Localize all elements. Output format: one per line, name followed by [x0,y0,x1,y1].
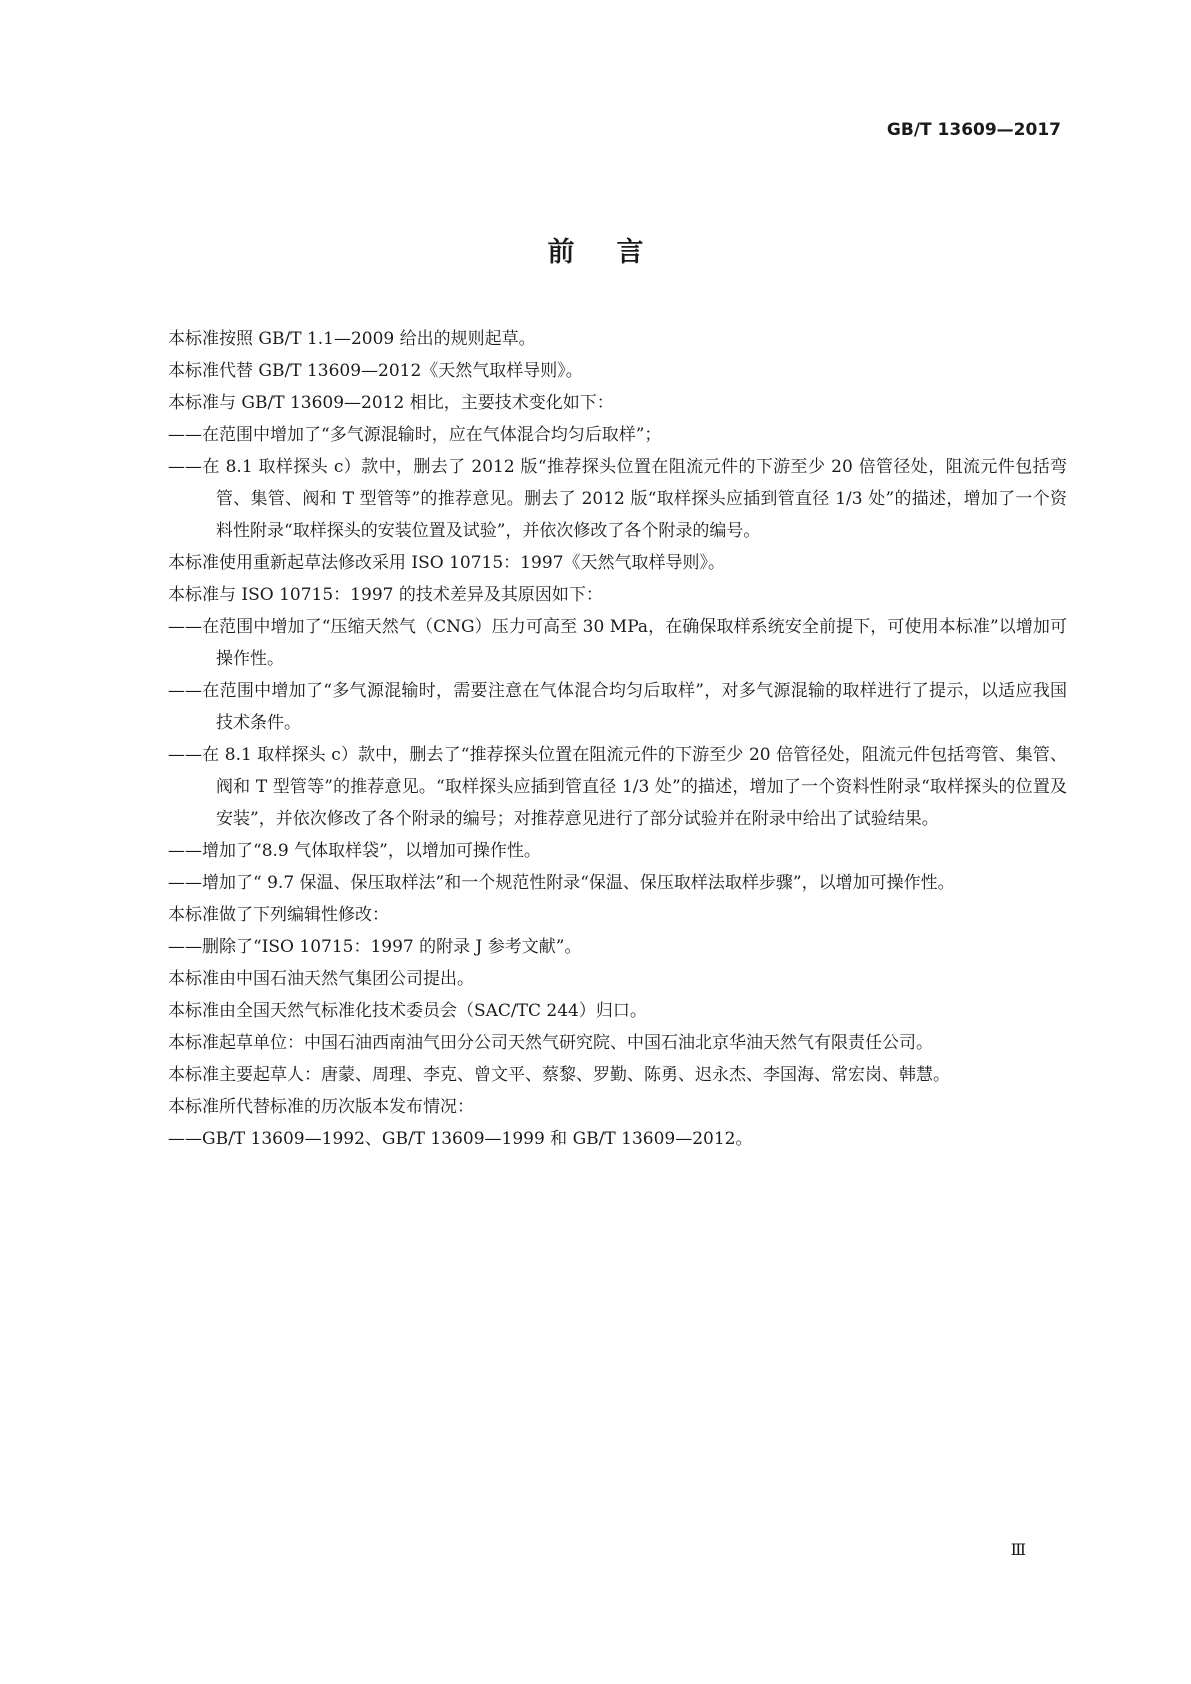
dash-item: ——在范围中增加了“压缩天然气（CNG）压力可高至 30 MPa，在确保取样系统安全前提下，可使用本标准”以增加可操作性。 [168,617,1067,669]
dash-item: ——GB/T 13609—1992、GB/T 13609—1999 和 GB/T 13609—2012。 [168,1129,753,1149]
paragraph: 本标准做了下列编辑性修改： [168,905,389,925]
dash-item: ——增加了“ 9.7 保温、保压取样法”和一个规范性附录“保温、保压取样法取样步骤”，以增加可操作性。 [168,873,955,893]
dash-item: ——在 8.1 取样探头 c）款中，删去了“推荐探头位置在阻流元件的下游至少 20 倍管径处，阻流元件包括弯管、集管、阀和 T 型管等”的推荐意见。“取样探头应插到管直径 1/3 处”的描述，增加了一个资料性附录“取样探头的位置及安装”，并依次修改了各个附录的编号；对推荐意见进行了部分试验并在附录中给出了试验结果。 [168,745,1067,829]
page-number: Ⅲ [1010,1540,1026,1559]
paragraph: 本标准与 ISO 10715：1997 的技术差异及其原因如下： [168,585,603,605]
dash-item: ——在 8.1 取样探头 c）款中，删去了 2012 版“推荐探头位置在阻流元件的下游至少 20 倍管径处，阻流元件包括弯管、集管、阀和 T 型管等”的推荐意见。删去了 2012 版“取样探头应插到管直径 1/3 处”的描述，增加了一个资料性附录“取样探头的安装位置及试验”，并依次修改了各个附录的编号。 [168,457,1067,541]
dash-item: ——在范围中增加了“多气源混输时，应在气体混合均匀后取样”； [168,425,662,445]
paragraph: 本标准所代替标准的历次版本发布情况： [168,1097,474,1117]
paragraph: 本标准使用重新起草法修改采用 ISO 10715：1997《天然气取样导则》。 [168,553,725,573]
standard-code: GB/T 13609—2017 [886,120,1061,140]
paragraph: 本标准按照 GB/T 1.1—2009 给出的规则起草。 [168,329,536,349]
page-title: 前言 [547,237,686,268]
paragraph: 本标准由中国石油天然气集团公司提出。 [168,969,474,989]
paragraph: 本标准起草单位：中国石油西南油气田分公司天然气研究院、中国石油北京华油天然气有限责任公司。 [168,1033,933,1053]
paragraph: 本标准主要起草人：唐蒙、周理、李克、曾文平、蔡黎、罗勤、陈勇、迟永杰、李国海、常宏岗、韩慧。 [168,1065,950,1085]
paragraph: 本标准与 GB/T 13609—2012 相比，主要技术变化如下： [168,393,614,413]
paragraph: 本标准代替 GB/T 13609—2012《天然气取样导则》。 [168,361,583,381]
foreword-body [123,323,1067,1155]
paragraph: 本标准由全国天然气标准化技术委员会（SAC/TC 244）归口。 [168,1001,647,1021]
dash-item: ——删除了“ISO 10715：1997 的附录 J 参考文献”。 [168,937,582,957]
dash-item: ——增加了“8.9 气体取样袋”，以增加可操作性。 [168,841,541,861]
dash-item: ——在范围中增加了“多气源混输时，需要注意在气体混合均匀后取样”，对多气源混输的取样进行了提示，以适应我国技术条件。 [168,681,1067,733]
